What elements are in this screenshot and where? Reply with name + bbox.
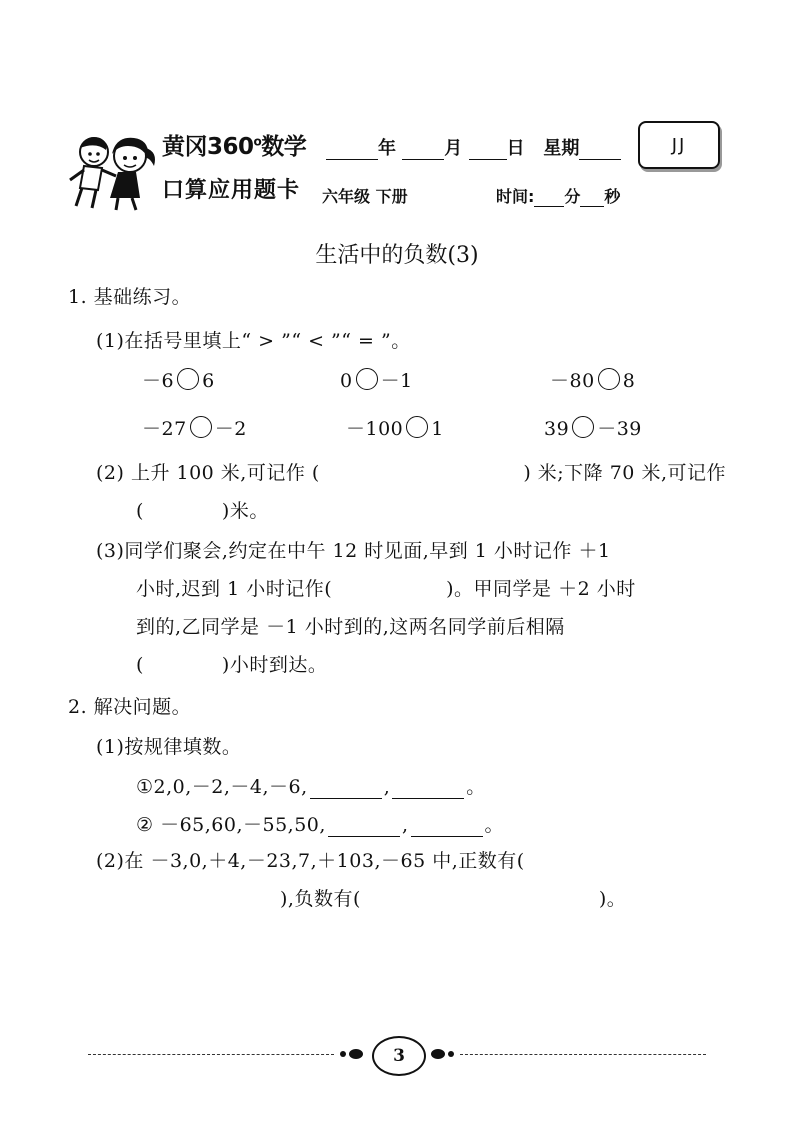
q3-line4: ( )小时到达。 [136,654,328,676]
second-blank[interactable] [580,192,604,207]
page-title: 生活中的负数(3) [315,243,479,268]
q3-line1: (3)同学们聚会,约定在中午 12 时见面,早到 1 小时记作 ＋1 [96,540,611,562]
edition-badge: JJ [638,121,720,169]
s2-q2-line2: ),负数有( )。 [280,888,627,910]
answer-blank[interactable] [411,820,483,837]
compare-circle[interactable] [598,368,620,390]
footer-divider-right [460,1054,706,1055]
weekday-blank[interactable] [579,141,621,160]
footer-ornament-icon [338,1047,364,1061]
q3-line2: 小时,迟到 1 小时记作( )。甲同学是 ＋2 小时 [136,578,636,600]
compare-item: －100 1 [346,418,444,440]
compare-item: －6 6 [142,370,215,392]
compare-item: 39 －39 [544,418,642,440]
compare-circle[interactable] [190,416,212,438]
compare-circle[interactable] [406,416,428,438]
s2-q2-line1: (2)在 －3,0,＋4,－23,7,＋103,－65 中,正数有( [96,850,525,872]
compare-item: －80 8 [550,370,636,392]
answer-blank[interactable] [382,458,462,485]
footer-ornament-icon [430,1047,456,1061]
compare-circle[interactable] [177,368,199,390]
month-blank[interactable] [402,141,444,160]
answer-blank[interactable] [310,782,382,799]
section1-heading: 1. 基础练习。 [68,286,192,308]
answer-blank[interactable] [392,782,464,799]
day-blank[interactable] [469,141,507,160]
brand-subtitle: 口算应用题卡 [162,178,301,203]
compare-item: 0 －1 [340,370,413,392]
kids-logo-icon [66,128,160,212]
section2-heading: 2. 解决问题。 [68,696,192,718]
grade-label: 六年级 下册 [322,187,408,206]
brand-title: 黄冈360$^o$数学 [162,134,307,160]
compare-circle[interactable] [356,368,378,390]
sequence-1: ①2,0,－2,－4,－6, , 。 [136,776,486,798]
minute-blank[interactable] [534,192,564,207]
year-blank[interactable] [326,141,378,160]
compare-item: －27 －2 [142,418,247,440]
footer-divider-left [88,1054,334,1055]
s2-q1-prompt: (1)按规律填数。 [96,736,242,758]
q3-line3: 到的,乙同学是 －1 小时到的,这两名同学前后相隔 [136,616,565,638]
q2-line1: (2) 上升 100 米,可记作 ( ) 米;下降 70 米,可记作 [96,458,726,485]
sequence-2: ② －65,60,－55,50, , 。 [136,814,505,836]
page-number: 3 [372,1036,426,1076]
compare-circle[interactable] [572,416,594,438]
q2-line2: ( )米。 [136,500,269,522]
q1-prompt: (1)在括号里填上“ > ”“ < ”“ = ”。 [96,330,411,352]
date-line: 年 月 日 星期 [326,134,621,160]
answer-blank[interactable] [328,820,400,837]
time-line: 时间: 分 秒 [496,187,621,206]
